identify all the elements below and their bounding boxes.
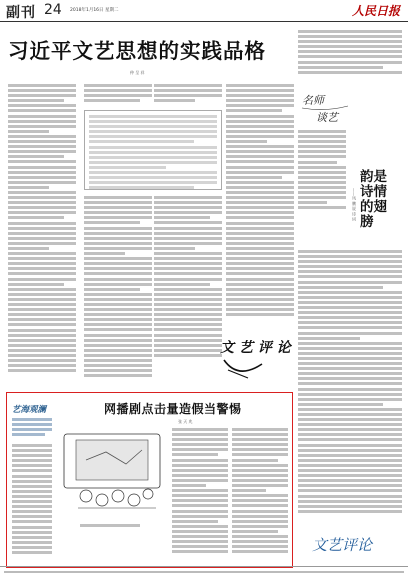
lead-column-4 bbox=[84, 196, 152, 386]
essay-title: 韵是诗情的翅膀 bbox=[360, 169, 387, 230]
lead-column-5 bbox=[154, 196, 222, 386]
lead-column-1 bbox=[8, 84, 76, 384]
logo-text-1: 名师 bbox=[302, 94, 324, 107]
logo-text-2: 谈艺 bbox=[316, 111, 338, 124]
paper-logo: 人民日报 bbox=[352, 4, 401, 18]
feature-cartoon bbox=[56, 430, 168, 520]
mid-calligraphy-logo bbox=[218, 330, 291, 386]
page-number: 24 bbox=[44, 2, 62, 18]
masthead bbox=[0, 0, 408, 22]
ming-jia-tan-yi-logo bbox=[300, 88, 350, 126]
column-note bbox=[12, 418, 52, 438]
feature-byline: 张 天 兆 bbox=[178, 419, 193, 424]
footer-fine-print bbox=[4, 571, 404, 573]
lead-column-3 bbox=[154, 84, 222, 106]
right-column-top bbox=[298, 30, 402, 80]
footer bbox=[0, 566, 408, 580]
mid-logo-text: 文 艺 评 论 bbox=[220, 340, 291, 356]
issue-date: 2018年1月16日 星期二 bbox=[70, 8, 119, 13]
column-tag: 艺海观澜 bbox=[12, 405, 47, 415]
wen-yi-ping-lun-logo bbox=[308, 530, 404, 558]
feature-column-2 bbox=[232, 428, 288, 562]
bottom-logo-text: 文艺评论 bbox=[312, 536, 373, 554]
feature-column-left bbox=[12, 444, 52, 560]
lead-column-6 bbox=[226, 84, 294, 324]
feature-title: 网播剧点击量造假当警惕 bbox=[104, 402, 242, 416]
essay-author: ——凤 鹏 说 诗 词 bbox=[352, 188, 357, 222]
cartoon-caption bbox=[60, 524, 160, 529]
lead-column-2 bbox=[84, 84, 152, 106]
feature-column-1 bbox=[172, 428, 228, 562]
lead-headline: 习近平文艺思想的实践品格 bbox=[8, 39, 266, 63]
section-label: 副刊 bbox=[6, 5, 36, 21]
right-column-lower bbox=[298, 250, 402, 518]
lead-byline: 仲 呈 祥 bbox=[130, 70, 145, 75]
intro-box bbox=[84, 110, 222, 190]
